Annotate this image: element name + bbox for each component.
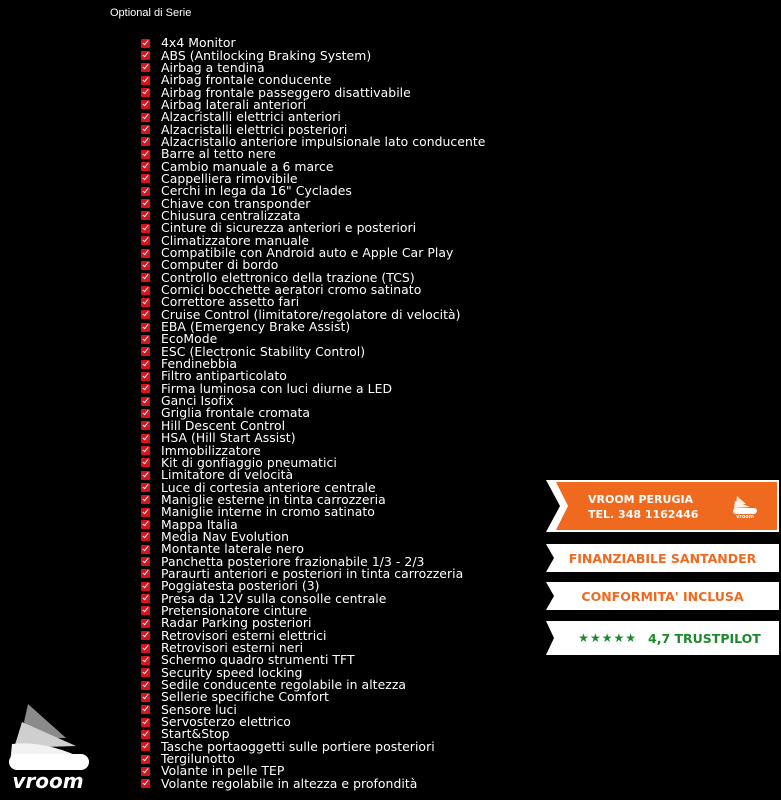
checkbox-checked-icon [141,520,150,529]
feature-label: EBA (Emergency Brake Assist) [161,319,351,335]
feature-label: Compatibile con Android auto e Apple Car Play [161,245,454,261]
feature-label: Alzacristalli elettrici posteriori [161,121,348,137]
checkbox-checked-icon [141,273,150,282]
checkbox-checked-icon [141,668,150,677]
star-icon: ★ [625,631,636,645]
checkbox-checked-icon [141,545,150,554]
checkbox-checked-icon [141,384,150,393]
feature-label: Cruise Control (limitatore/regolatore di velocità) [161,306,461,322]
checkbox-checked-icon [141,310,150,319]
feature-label: Presa da 12V sulla consolle centrale [161,590,387,606]
feature-label: Fendinebbia [161,356,238,372]
feature-label: Volante regolabile in altezza e profondità [161,775,418,791]
checkbox-checked-icon [141,421,150,430]
checkbox-checked-icon [141,755,150,764]
feature-label: EcoMode [161,331,218,347]
feature-label: Cerchi in lega da 16" Cyclades [161,183,352,199]
checkbox-checked-icon [141,656,150,665]
checkbox-checked-icon [141,63,150,72]
feature-label: Controllo elettronico della trazione (TCS) [161,269,415,285]
checkbox-checked-icon [141,236,150,245]
checkbox-checked-icon [141,779,150,788]
checkbox-checked-icon [141,360,150,369]
feature-label: Hill Descent Control [161,417,286,433]
feature-label: Firma luminosa con luci diurne a LED [161,380,393,396]
feature-label: Mappa Italia [161,516,238,532]
checkbox-checked-icon [141,51,150,60]
checkbox-checked-icon [141,742,150,751]
feature-label: Sensore luci [161,701,237,717]
checkbox-checked-icon [141,100,150,109]
feature-label: Retrovisori esterni elettrici [161,627,327,643]
feature-label: 4x4 Monitor [161,35,236,51]
feature-label: Limitatore di velocità [161,467,294,483]
checkbox-checked-icon [141,150,150,159]
checkbox-checked-icon [141,631,150,640]
checkbox-checked-icon [141,458,150,467]
dealer-name: VROOM PERUGIA [588,493,694,506]
dealer-badge[interactable] [546,480,779,532]
feature-label: Chiusura centralizzata [161,207,301,223]
feature-label: Airbag frontale conducente [161,72,332,88]
feature-label: Media Nav Evolution [161,528,290,544]
feature-label: Griglia frontale cromata [161,405,311,421]
star-icon: ★ [613,631,625,645]
checkbox-checked-icon [141,249,150,258]
section-title: Optional di Serie [110,7,192,19]
feature-label: Pretensionatore cinture [161,602,308,618]
financing-badge-label: FINANZIABILE SANTANDER [568,550,757,566]
feature-label: Maniglie interne in cromo satinato [161,504,375,520]
feature-label: Immobilizzatore [161,442,261,458]
checkbox-checked-icon [141,372,150,381]
checkbox-checked-icon [141,174,150,183]
checkbox-checked-icon [141,557,150,566]
feature-label: Filtro antiparticolato [161,368,287,384]
checkbox-checked-icon [141,113,150,122]
feature-label: Correttore assetto fari [161,294,300,310]
feature-label: Cambio manuale a 6 marce [161,158,334,174]
checkbox-checked-icon [141,730,150,739]
dealer-logo-text: vroom [736,514,754,518]
feature-label: Airbag laterali anteriori [161,96,307,112]
star-icon: ★ [578,631,589,645]
checkbox-checked-icon [141,508,150,517]
feature-label: Computer di bordo [161,257,279,273]
checkbox-checked-icon [141,495,150,504]
feature-label: Alzacristallo anteriore impulsionale lato conducente [161,133,486,149]
checkbox-checked-icon [141,705,150,714]
brand-logo-text: vroom [12,769,84,792]
trustpilot-label: 4,7 TRUSTPILOT [648,630,761,646]
checkbox-checked-icon [141,347,150,356]
feature-label: Paraurti anteriori e posteriori in tinta carrozzeria [161,565,464,581]
feature-label: ABS (Antilocking Braking System) [161,47,372,63]
feature-label: Servosterzo elettrico [161,714,291,730]
checkbox-checked-icon [141,125,150,134]
checkbox-checked-icon [141,532,150,541]
feature-label: Barre al tetto nere [161,146,276,162]
feature-label: Luce di cortesia anteriore centrale [161,479,376,495]
vroom-brand-logo-icon [6,702,92,792]
feature-label: Panchetta posteriore frazionabile 1/3 - 2/3 [161,553,425,569]
feature-label: Sedile conducente regolabile in altezza [161,677,407,693]
feature-label: ESC (Electronic Stability Control) [161,343,366,359]
vroom-logo-icon [732,492,758,518]
checkbox-checked-icon [141,582,150,591]
trustpilot-badge[interactable] [546,621,779,655]
checkbox-checked-icon [141,39,150,48]
feature-label: Sellerie specifiche Comfort [161,689,329,705]
checkbox-checked-icon [141,162,150,171]
feature-label: Airbag frontale passeggero disattivabile [161,84,411,100]
feature-label: Montante laterale nero [161,541,305,557]
checkbox-checked-icon [141,211,150,220]
feature-label: Start&Stop [161,726,230,742]
checkbox-checked-icon [141,88,150,97]
checkbox-checked-icon [141,693,150,702]
feature-label: Volante in pelle TEP [161,763,285,779]
feature-label: Retrovisori esterni neri [161,640,304,656]
compliance-badge[interactable] [546,582,779,610]
brand-logo [6,702,92,796]
checkbox-checked-icon [141,681,150,690]
feature-label: Cornici bocchette aeratori cromo satinato [161,282,422,298]
dealer-info [588,492,698,522]
feature-label: Ganci Isofix [161,393,234,409]
feature-label: Kit di gonfiaggio pneumatici [161,454,337,470]
checkbox-checked-icon [141,767,150,776]
star-icon: ★ [601,631,613,645]
feature-label: Chiave con transponder [161,195,311,211]
checkbox-checked-icon [141,569,150,578]
checkbox-checked-icon [141,76,150,85]
feature-item [140,775,485,791]
feature-label: Poggiatesta posteriori (3) [161,578,320,594]
checkbox-checked-icon [141,446,150,455]
checkbox-checked-icon [141,335,150,344]
checkbox-checked-icon [141,409,150,418]
checkbox-checked-icon [141,286,150,295]
feature-label: HSA (Hill Start Assist) [161,430,296,446]
compliance-badge-label: CONFORMITA' INCLUSA [581,588,744,604]
feature-label: Schermo quadro strumenti TFT [161,652,355,668]
feature-label: Cappelliera rimovibile [161,170,298,186]
feature-label: Tergilunotto [161,751,235,767]
checkbox-checked-icon [141,483,150,492]
checkbox-checked-icon [141,397,150,406]
checkbox-checked-icon [141,594,150,603]
feature-label: Cinture di sicurezza anteriori e posteriori [161,220,417,236]
feature-label: Airbag a tendina [161,59,265,75]
dealer-phone[interactable]: TEL. 348 1162446 [588,508,699,521]
checkbox-checked-icon [141,199,150,208]
checkbox-checked-icon [141,718,150,727]
feature-label: Alzacristalli elettrici anteriori [161,109,341,125]
checkbox-checked-icon [141,323,150,332]
checkbox-checked-icon [141,434,150,443]
checkbox-checked-icon [141,137,150,146]
rating-stars [578,632,636,644]
star-icon: ★ [589,631,601,645]
checkbox-checked-icon [141,619,150,628]
checkbox-checked-icon [141,224,150,233]
feature-label: Maniglie esterne in tinta carrozzeria [161,491,386,507]
checkbox-checked-icon [141,471,150,480]
trustpilot-rating [546,621,779,655]
feature-label: Radar Parking posteriori [161,615,312,631]
checkbox-checked-icon [141,644,150,653]
feature-label: Climatizzatore manuale [161,232,310,248]
financing-badge[interactable] [546,544,779,572]
checkbox-checked-icon [141,606,150,615]
checkbox-checked-icon [141,187,150,196]
feature-label: Tasche portaoggetti sulle portiere posteriori [161,738,435,754]
feature-label: Security speed locking [161,664,303,680]
feature-list [140,37,485,790]
checkbox-checked-icon [141,261,150,270]
checkbox-checked-icon [141,298,150,307]
